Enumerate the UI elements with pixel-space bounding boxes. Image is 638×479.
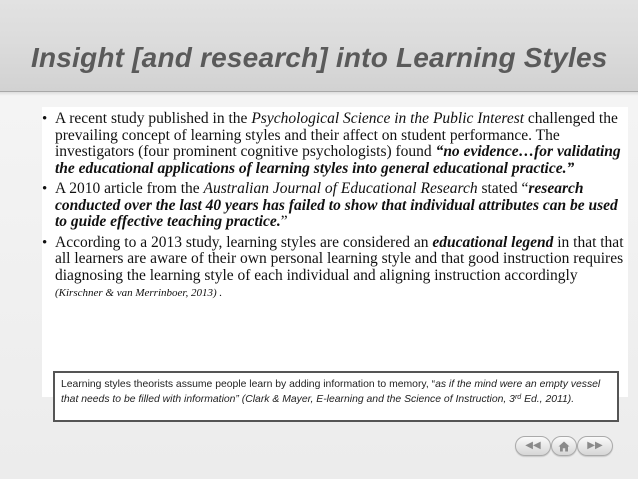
bullet-item: • According to a 2013 study, learning styles are considered an educational legend in that that all learners are aware of their own personal learning style and that good instruction requires diagnosing the learning style of each individual and aligning instruction accordingly (Kirschner & van Merrinboer, 2013) . [42, 233, 624, 299]
title-bar [0, 0, 638, 92]
bullet-dot-icon: • [42, 181, 48, 197]
slide-navigation [515, 436, 615, 456]
previous-slide-button[interactable] [515, 436, 551, 456]
next-slide-button[interactable] [577, 436, 613, 456]
home-button[interactable] [551, 436, 577, 456]
home-icon [558, 441, 570, 452]
bullet-item: • A 2010 article from the Australian Journal of Educational Research stated “research conducted over the last 40 years has failed to show that individual attributes can be used to guide effective teaching practice.” [42, 180, 618, 230]
bullet-item: • A recent study published in the Psychological Science in the Public Interest challenged the prevailing concept of learning styles and their affect on student performance. The investigators (four prominent cognitive psychologists) found “no evidence…for validating the educational applications of learning styles into general educational practice.” [42, 110, 621, 177]
quote-box: Learning styles theorists assume people learn by adding information to memory, “as if the mind were an empty vessel that needs to be filled with information” (Clark & Mayer, E-learning and the Science of Instruction, 3rd Ed., 2011). [53, 371, 619, 422]
rewind-icon: ◀◀ [525, 440, 541, 451]
slide-title: Insight [and research] into Learning Styles [31, 42, 608, 73]
bullet-dot-icon: • [42, 111, 48, 127]
fast-forward-icon: ▶▶ [587, 440, 603, 451]
bullet-dot-icon: • [42, 234, 48, 251]
bullet-list [42, 107, 628, 397]
